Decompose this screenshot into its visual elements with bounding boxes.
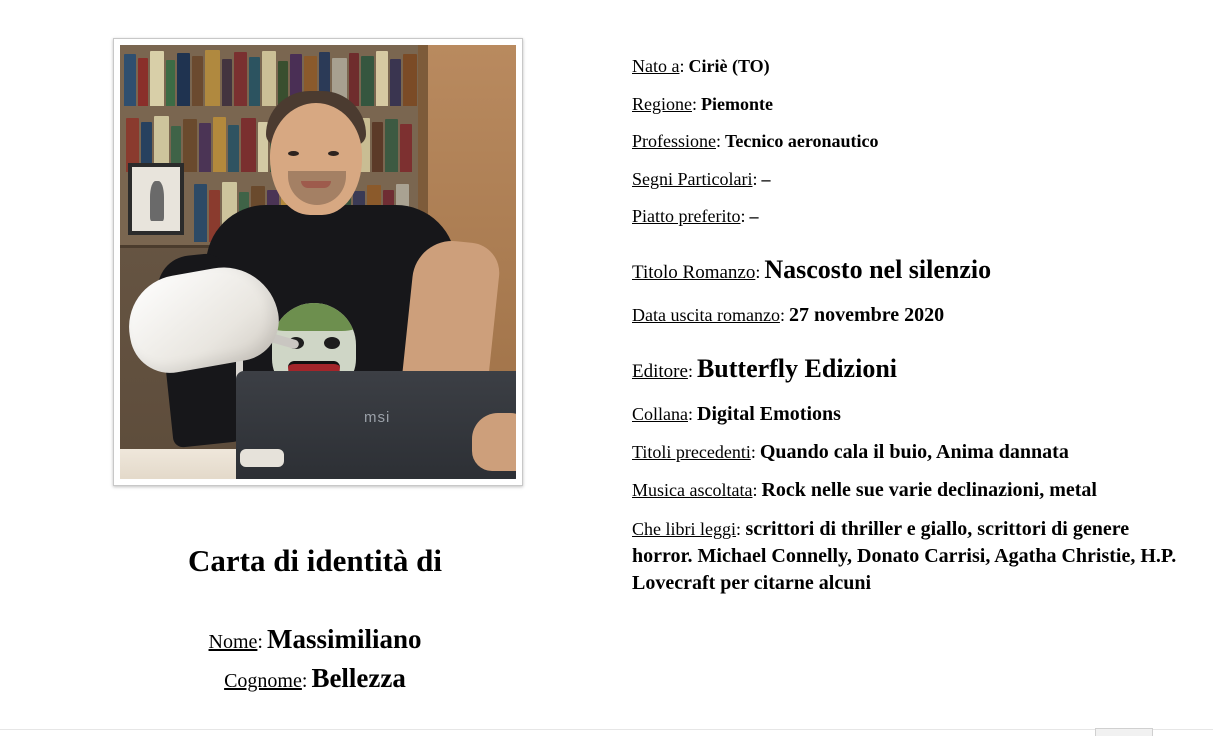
field-professione (632, 131, 1192, 153)
field-editore-label: Editore (632, 361, 688, 383)
field-nato-a-value: Ciriè (TO) (688, 56, 770, 76)
field-segni-particolari-label: Segni Particolari (632, 168, 753, 189)
field-regione (632, 94, 1192, 116)
field-che-libri-leggi-value: scrittori di thriller e giallo, scrittori di genere horror. Michael Connelly, Donato Carrisi, Agatha Christie, H.P. Lovecraft per citarne alcuni (632, 518, 1177, 595)
field-titolo-romanzo (632, 254, 1192, 285)
page-title: Carta di identità di (187, 543, 443, 578)
field-cognome-value: Bellezza (311, 663, 406, 693)
field-titolo-romanzo-colon: : (755, 261, 761, 282)
wristband (240, 449, 284, 467)
field-segni-particolari-value: – (761, 168, 771, 189)
field-che-libri-leggi (632, 516, 1192, 597)
field-musica-ascoltata (632, 478, 1192, 502)
field-nome-colon: : (257, 631, 263, 653)
field-cognome-colon: : (301, 670, 308, 692)
page-bottom-divider (0, 729, 1213, 736)
field-titoli-precedenti-colon: : (750, 442, 756, 463)
field-nome-label: Nome (208, 631, 258, 653)
field-segni-particolari-colon: : (752, 168, 758, 189)
field-che-libri-leggi-label: Che libri leggi (632, 519, 736, 540)
field-collana (632, 402, 1192, 426)
field-che-libri-leggi-colon: : (735, 519, 741, 540)
person-mouth (301, 181, 331, 188)
author-photo (120, 45, 516, 479)
field-titolo-romanzo-value: Nascosto nel silenzio (764, 254, 992, 284)
field-segni-particolari (632, 169, 1192, 191)
field-data-uscita-label: Data uscita romanzo (632, 305, 780, 326)
person-hand (472, 413, 516, 471)
field-piatto-preferito-label: Piatto preferito (632, 206, 741, 227)
field-titoli-precedenti (632, 440, 1192, 464)
field-cognome (0, 663, 630, 694)
field-regione-label: Regione (632, 93, 692, 114)
field-nato-a-colon: : (679, 56, 685, 76)
field-musica-ascoltata-value: Rock nelle sue varie declinazioni, metal (761, 479, 1097, 502)
details-column (632, 56, 1192, 613)
field-collana-colon: : (688, 404, 694, 425)
field-nome-value: Massimiliano (266, 624, 422, 654)
person-eye-right (328, 151, 339, 156)
field-titolo-romanzo-label: Titolo Romanzo (632, 261, 756, 283)
field-professione-label: Professione (632, 131, 716, 152)
field-editore-value: Butterfly Edizioni (696, 354, 898, 384)
field-piatto-preferito-colon: : (740, 206, 746, 227)
field-regione-colon: : (692, 93, 698, 114)
field-nome (0, 624, 630, 655)
field-collana-label: Collana (632, 404, 688, 425)
photo-frame (113, 38, 523, 486)
field-cognome-label: Cognome (224, 670, 302, 692)
field-nato-a (632, 56, 1192, 78)
field-musica-ascoltata-label: Musica ascoltata (632, 480, 753, 501)
field-data-uscita-value: 27 novembre 2020 (788, 304, 945, 327)
field-nato-a-label: Nato a (632, 56, 680, 76)
field-professione-colon: : (716, 131, 722, 152)
field-piatto-preferito-value: – (749, 206, 759, 227)
field-data-uscita (632, 303, 1192, 327)
field-collana-value: Digital Emotions (697, 403, 841, 426)
bottom-ui-artifact (1095, 728, 1153, 736)
field-data-uscita-colon: : (779, 305, 785, 326)
field-titoli-precedenti-label: Titoli precedenti (632, 442, 751, 463)
field-piatto-preferito (632, 206, 1192, 228)
field-editore-colon: : (687, 361, 693, 382)
field-musica-ascoltata-colon: : (752, 480, 758, 501)
field-professione-value: Tecnico aeronautico (725, 131, 879, 152)
person-eye-left (288, 151, 299, 156)
laptop-brand-label: msi (364, 409, 391, 426)
field-titoli-precedenti-value: Quando cala il buio, Anima dannata (759, 441, 1069, 464)
framed-picture (128, 163, 184, 235)
field-regione-value: Piemonte (701, 93, 773, 114)
field-editore (632, 353, 1192, 384)
